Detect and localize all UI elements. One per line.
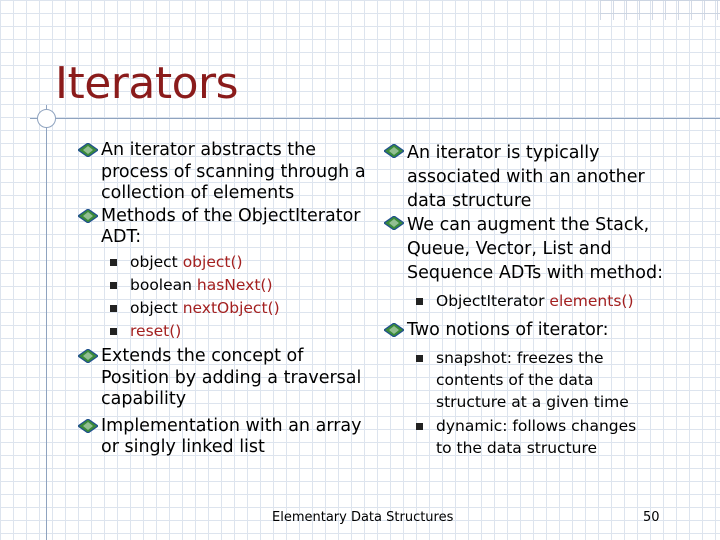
square-icon bbox=[416, 355, 423, 362]
method-item bbox=[110, 297, 368, 320]
notion-item bbox=[416, 415, 656, 459]
method-prefix: boolean bbox=[130, 275, 197, 294]
bullet-text: Extends the concept of Position by adding a traversal capability bbox=[101, 345, 362, 410]
method-item bbox=[416, 290, 684, 313]
diamond-icon bbox=[78, 143, 98, 157]
method-name: reset() bbox=[130, 321, 182, 340]
notion-text: dynamic: follows changes to the data structure bbox=[436, 416, 637, 457]
decorative-grid-corner bbox=[600, 0, 720, 20]
bullet-item bbox=[78, 416, 368, 459]
bullet-text: Methods of the ObjectIterator ADT: bbox=[101, 205, 361, 248]
bullet-text: An iterator is typically associated with an another data structure bbox=[407, 143, 645, 211]
slide-title: Iterators bbox=[55, 58, 239, 109]
notions-list bbox=[416, 347, 656, 459]
diamond-icon bbox=[384, 323, 404, 337]
diamond-icon bbox=[78, 349, 98, 363]
notion-text: snapshot: freezes the contents of the data structure at a given time bbox=[436, 348, 629, 411]
method-list bbox=[416, 290, 684, 313]
square-icon bbox=[110, 282, 117, 289]
title-underline bbox=[30, 118, 720, 119]
bullet-item bbox=[78, 206, 368, 249]
page-number: 50 bbox=[643, 510, 660, 525]
diamond-icon bbox=[78, 419, 98, 433]
right-column bbox=[384, 141, 684, 459]
bullet-text: Two notions of iterator: bbox=[407, 320, 609, 340]
method-item bbox=[110, 320, 368, 343]
square-icon bbox=[110, 328, 117, 335]
bullet-item bbox=[78, 140, 368, 205]
method-item bbox=[110, 251, 368, 274]
bullet-text: An iterator abstracts the process of scanning through a collection of elements bbox=[101, 140, 366, 204]
methods-list bbox=[110, 251, 368, 343]
method-prefix: object bbox=[130, 252, 183, 271]
square-icon bbox=[416, 423, 423, 430]
notion-item bbox=[416, 347, 656, 413]
method-name: hasNext() bbox=[196, 275, 273, 294]
method-item bbox=[110, 274, 368, 297]
method-name: nextObject() bbox=[182, 298, 280, 317]
diamond-icon bbox=[78, 209, 98, 223]
bullet-item bbox=[384, 320, 684, 342]
diamond-icon bbox=[384, 216, 404, 230]
corner-circle bbox=[37, 109, 56, 128]
bullet-text: Implementation with an array or singly linked list bbox=[101, 415, 362, 458]
diamond-icon bbox=[384, 144, 404, 158]
bullet-text: We can augment the Stack, Queue, Vector, List and Sequence ADTs with method: bbox=[407, 215, 663, 283]
method-prefix: ObjectIterator bbox=[436, 292, 550, 310]
square-icon bbox=[110, 305, 117, 312]
footer-title: Elementary Data Structures bbox=[272, 510, 454, 525]
bullet-item bbox=[384, 141, 684, 213]
square-icon bbox=[416, 298, 423, 305]
bullet-item bbox=[78, 346, 368, 411]
method-name: object() bbox=[182, 252, 243, 271]
margin-line bbox=[46, 105, 47, 540]
left-column bbox=[78, 140, 368, 459]
square-icon bbox=[110, 259, 117, 266]
bullet-item bbox=[384, 213, 684, 285]
method-name: elements() bbox=[549, 292, 634, 310]
method-prefix: object bbox=[130, 298, 183, 317]
